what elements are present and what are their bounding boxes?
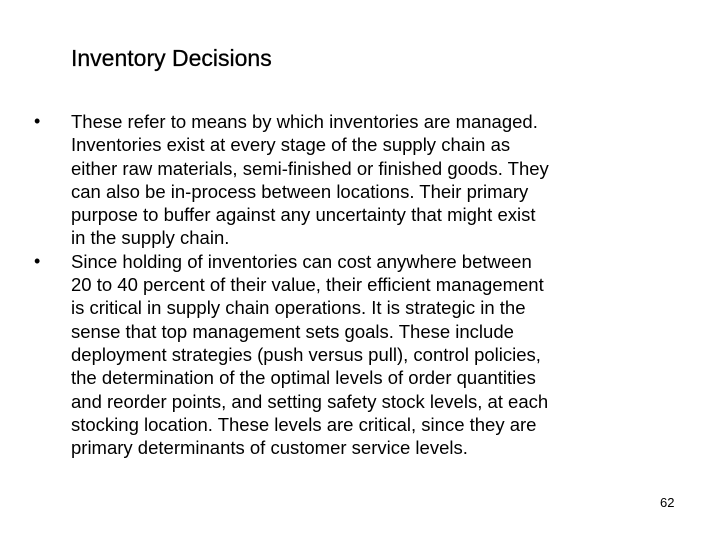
bullet-text-line: sense that top management sets goals. These include [71,320,514,342]
bullet-text-line: in the supply chain. [71,227,230,249]
bullet-text-line: stocking location. These levels are critical, since they are [71,413,537,435]
bullet-marker: • [34,111,41,131]
bullet-text-line: Since holding of inventories can cost anywhere between [71,250,532,272]
bullet-text-line: These refer to means by which inventories are managed. [71,111,538,132]
bullet-list [30,110,698,459]
bullet-item [30,110,698,250]
bullet-text-line: primary determinants of customer service levels. [71,437,468,459]
bullet-item [30,250,698,460]
slide-title: Inventory Decisions [71,45,272,71]
bullet-text-line: Inventories exist at every stage of the supply chain as [71,134,511,156]
bullet-text-line: purpose to buffer against any uncertainty that might exist [71,204,536,226]
bullet-text-line: 20 to 40 percent of their value, their efficient management [71,274,544,296]
bullet-text-line: is critical in supply chain operations. It is strategic in the [71,297,526,319]
bullet-marker: • [34,250,41,271]
bullet-text-line: can also be in-process between locations. Their primary [71,180,529,202]
bullet-text-line: either raw materials, semi-finished or finished goods. They [71,157,549,179]
bullet-text-line: and reorder points, and setting safety stock levels, at each [71,390,549,412]
page-number: 62 [660,495,675,510]
bullet-text-line: deployment strategies (push versus pull), control policies, [71,343,541,365]
bullet-text-line: the determination of the optimal levels of order quantities [71,367,536,389]
